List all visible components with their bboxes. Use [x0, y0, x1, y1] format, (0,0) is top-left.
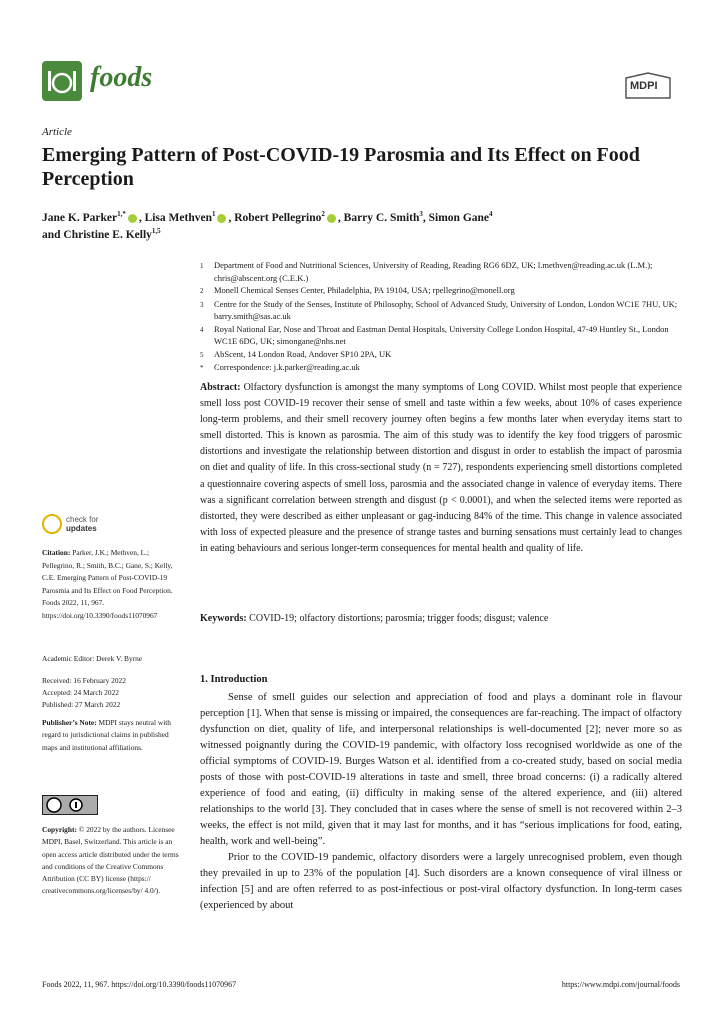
abstract: [200, 380, 682, 557]
affiliation-item: [200, 284, 680, 298]
abstract-label: Abstract:: [200, 382, 241, 393]
journal-logo-icon: [42, 61, 82, 101]
orcid-icon[interactable]: [327, 214, 336, 223]
copyright-label: Copyright:: [42, 825, 77, 834]
affiliation-text: Monell Chemical Senses Center, Philadelphia, PA 19104, USA; rpellegrino@monell.org: [214, 285, 515, 295]
affiliation-number: *: [200, 364, 204, 372]
affiliation-text: Department of Food and Nutritional Sciences, University of Reading, Reading RG6 6DZ, UK; l.methven@reading.ac.uk (L.M.); chris@abscent.org (C.E.K.): [214, 260, 653, 283]
article-type: Article: [42, 126, 72, 138]
affiliation-number: 5: [200, 350, 204, 359]
affiliation-ref: 1,*: [117, 210, 126, 218]
publisher-note: [42, 717, 182, 754]
author-name[interactable]: Barry C. Smith: [343, 211, 420, 224]
publisher-note-text: MDPI stays neutral with regard to jurisdictional claims in published maps and institutional affiliations.: [42, 718, 171, 752]
received-date: Received: 16 February 2022: [42, 676, 126, 685]
citation: [42, 547, 182, 623]
affiliation-ref: 3: [419, 210, 423, 218]
publisher-name: MDPI: [630, 80, 658, 92]
affiliation-number: 2: [200, 287, 204, 295]
cc-by-license-icon[interactable]: [42, 795, 98, 815]
author-separator: ,: [337, 211, 341, 224]
keywords-label: Keywords:: [200, 613, 247, 624]
affiliation-item: [200, 298, 680, 323]
paragraph: Prior to the COVID-19 pandemic, olfactory disorders were a largely unrecognised problem, even though they prevailed in up to 23% of the population [4]. Such disorders are a known consequence of viral illness or infection [5] and are often referred to as post-infectious or post-viral olfactory dysfunction. In long-term cases (experienced by about: [200, 852, 682, 911]
author-list-continued: [42, 227, 161, 241]
author-name[interactable]: Robert Pellegrino: [234, 211, 322, 224]
author-separator: ,: [138, 211, 142, 224]
affiliation-number: 3: [200, 300, 204, 309]
affiliation-text: Centre for the Study of the Senses, Institute of Philosophy, School of Advanced Study, University of London, London WC1E 7HU, UK; barry.smith@sas.ac.uk: [214, 298, 678, 321]
citation-text: Parker, J.K.; Methven, L.; Pellegrino, R.; Smith, B.C.; Gane, S.; Kelly, C.E. Emerging Pattern of Post-COVID-19 Parosmia and Its Effect on Food Perception. Foods 2022, 11, 967. https://doi.org/10.3390/foods11070967: [42, 548, 173, 620]
affiliation-number: 1: [200, 262, 204, 270]
paragraph: Sense of smell guides our selection and appreciation of food and plays a dominant role in flavour perception [1]. When that sense is missing or impaired, the consequences are far-reaching. The impact of olfactory dysfunction on diet, quality of life, and interpersonal relationships is well-documented [2]; never more so as witnessed poignantly during the COVID-19 pandemic, with olfactory loss recognised worldwide as one of the official symptoms of COVID-19. Burges Watson et al. identified from a co-created study, based on social media posts of those with post-COVID-19 alterations in taste and smell, three broad concerns: (i) a radically altered experience of food and eating, (ii) difficulty in making sense of the altered experience, and (iii) altered relationships to the world [3]. They concluded that in cases where the sense of smell is not recovered within 2–3 weeks, the effect is not mild, given that it may last for months, and it has “serious implications for food, eating, health, work and well-being”.: [200, 692, 682, 847]
author-list: [42, 210, 493, 224]
accepted-date: Accepted: 24 March 2022: [42, 688, 119, 697]
article-title: Emerging Pattern of Post-COVID-19 Parosmia and Its Effect on Food Perception: [42, 144, 640, 190]
orcid-icon[interactable]: [128, 214, 137, 223]
author-separator: ,: [422, 211, 426, 224]
affiliation-ref: 1,5: [151, 227, 161, 235]
author-name[interactable]: Simon Gane: [428, 211, 490, 224]
affiliation-item: [200, 259, 680, 284]
body-text: [200, 690, 682, 914]
academic-editor: Academic Editor: Derek V. Byrne: [42, 654, 143, 663]
affiliation-text: AbScent, 14 London Road, Andover SP10 2PA, UK: [214, 348, 392, 359]
publisher-note-label: Publisher’s Note:: [42, 718, 97, 727]
section-heading: 1. Introduction: [200, 674, 268, 685]
check-for-updates-label-bold[interactable]: updates: [66, 524, 97, 533]
affiliation-ref: 2: [321, 210, 325, 218]
affiliation-text: Royal National Ear, Nose and Throat and Eastman Dental Hospitals, University College London Hospital, 47-49 Huntley St., London WC1E 6DG, UK; simongane@nhs.net: [214, 323, 669, 346]
copyright: [42, 824, 182, 898]
affiliation-item: [200, 348, 680, 362]
affiliation-text: Correspondence: j.k.parker@reading.ac.uk: [214, 362, 360, 372]
keywords: [200, 611, 682, 627]
citation-label: Citation:: [42, 548, 71, 557]
footer-citation: Foods 2022, 11, 967. https://doi.org/10.3390/foods11070967: [42, 980, 237, 989]
journal-name: foods: [90, 62, 153, 93]
author-name[interactable]: and Christine E. Kelly: [42, 228, 152, 241]
affiliation-ref: 1: [211, 210, 216, 218]
check-for-updates-label[interactable]: check for: [66, 515, 99, 524]
author-name[interactable]: Jane K. Parker: [42, 211, 118, 224]
published-date: Published: 27 March 2022: [42, 700, 121, 709]
abstract-text: Olfactory dysfunction is amongst the many symptoms of Long COVID. Whilst most people that experience smell loss post COVID-19 recover their sense of smell and taste within a few weeks, about 10% of cases experience long-term problems, and their smell recovery journey often begins a few months later when everyday items start to smell distorted. This is known as parosmia. The aim of this study was to identify the key food triggers of parosmic distortions and investigate the relationship between distortion and disgust in order to establish the impact of parosmia on diet and quality of life. In this cross-sectional study (n = 727), respondents experiencing smell distortions completed a questionnaire covering aspects of smell loss, parosmia and the associated change in valence of everyday items. There was a significant correlation between strength and disgust (p < 0.0001), and when the selected items were reported as distorted, they were described as either unpleasant or gag-inducing 84% of the time. This change in valence associated with loss of expected pleasure and the presence of strange tastes and burning sensations must certainly lead to changes in eating behaviours and serious longer-term consequences for mental health and quality of life.: [200, 382, 682, 554]
keywords-text: COVID-19; olfactory distortions; parosmia; trigger foods; disgust; valence: [249, 613, 549, 624]
affiliation-item: [200, 323, 680, 348]
author-separator: ,: [228, 211, 232, 224]
footer-journal-url[interactable]: https://www.mdpi.com/journal/foods: [561, 980, 680, 989]
affiliation-ref: 4: [489, 210, 493, 218]
affiliation-number: 4: [200, 325, 204, 334]
affiliation-item: [200, 361, 680, 375]
dates: [42, 675, 182, 711]
orcid-icon[interactable]: [217, 214, 226, 223]
check-for-updates-icon[interactable]: [42, 514, 62, 534]
author-name[interactable]: Lisa Methven: [144, 211, 212, 224]
affiliations: [200, 259, 680, 375]
copyright-text: © 2022 by the authors. Licensee MDPI, Basel, Switzerland. This article is an open access article distributed under the terms and conditions of the Creative Commons Attribution (CC BY) license (https:// creativecommons.org/licenses/by/ 4.0/).: [42, 825, 179, 896]
